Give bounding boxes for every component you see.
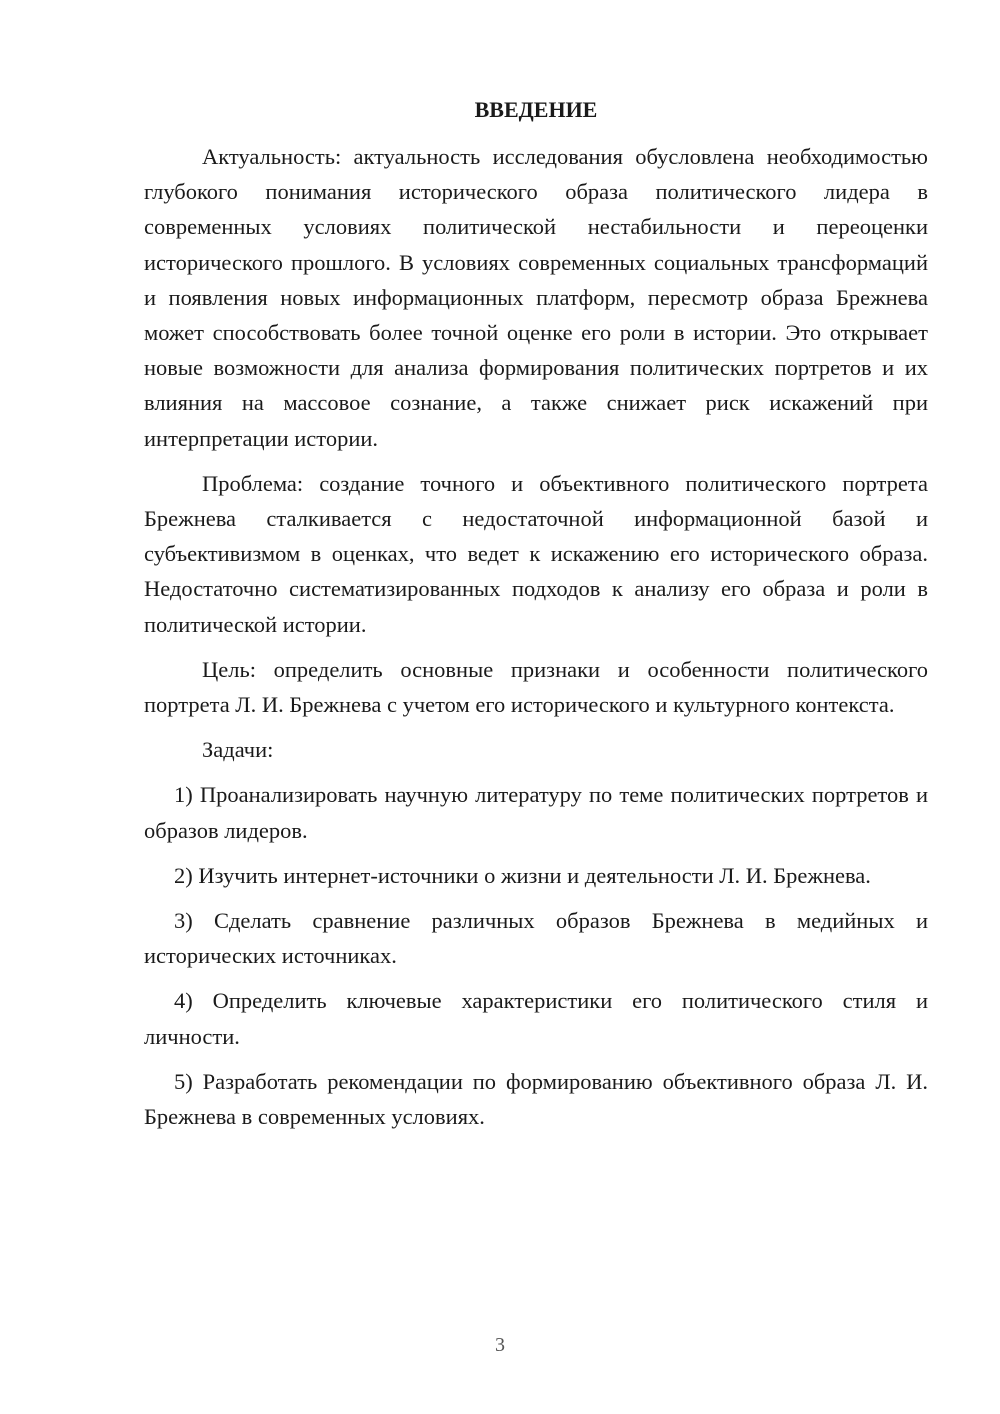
- task-list: [144, 777, 928, 1134]
- page-number: 3: [495, 1334, 505, 1356]
- document-page: [144, 92, 928, 1144]
- task-item-3: 3) Сделать сравнение различных образов Брежнева в медийных и исторических источниках.: [144, 908, 928, 969]
- task-item-4: 4) Определить ключевые характеристики его политического стиля и личности.: [144, 988, 928, 1049]
- tasks-heading: Задачи:: [202, 737, 274, 763]
- section-title: ВВЕДЕНИЕ: [474, 97, 598, 122]
- task-item-5: 5) Разработать рекомендации по формированию объективного образа Л. И. Брежнева в современных условиях.: [144, 1068, 928, 1130]
- task-item-2: 2) Изучить интернет-источники о жизни и деятельности Л. И. Брежнева.: [174, 862, 871, 888]
- task-item-1: 1) Проанализировать научную литературу по теме политических портретов и образов лидеров.: [144, 782, 928, 843]
- paragraph-goal: Цель: определить основные признаки и особенности политического портрета Л. И. Брежнева с учетом его исторического и культурного контекста.: [144, 656, 928, 718]
- paragraph-problem: Проблема: создание точного и объективного политического портрета Брежнева сталкивается с недостаточной информационной базой и субъективизмом в оценках, что ведет к искажению его исторического образа. Недостаточно систематизированных подходов к анализу его образа и роли в политической истории.: [144, 470, 928, 637]
- paragraph-relevance: Актуальность: актуальность исследования обусловлена необходимостью глубокого понимания исторического образа политического лидера в современных условиях политической нестабильности и переоценки исторического прошлого. В условиях современных социальных трансформаций и появления новых информационных платформ, пересмотр образа Брежнева может способствовать более точной оценке его роли в истории. Это открывает новые возможности для анализа формирования политических портретов и их влияния на массовое сознание, а также снижает риск искажений при интерпретации истории.: [144, 144, 928, 451]
